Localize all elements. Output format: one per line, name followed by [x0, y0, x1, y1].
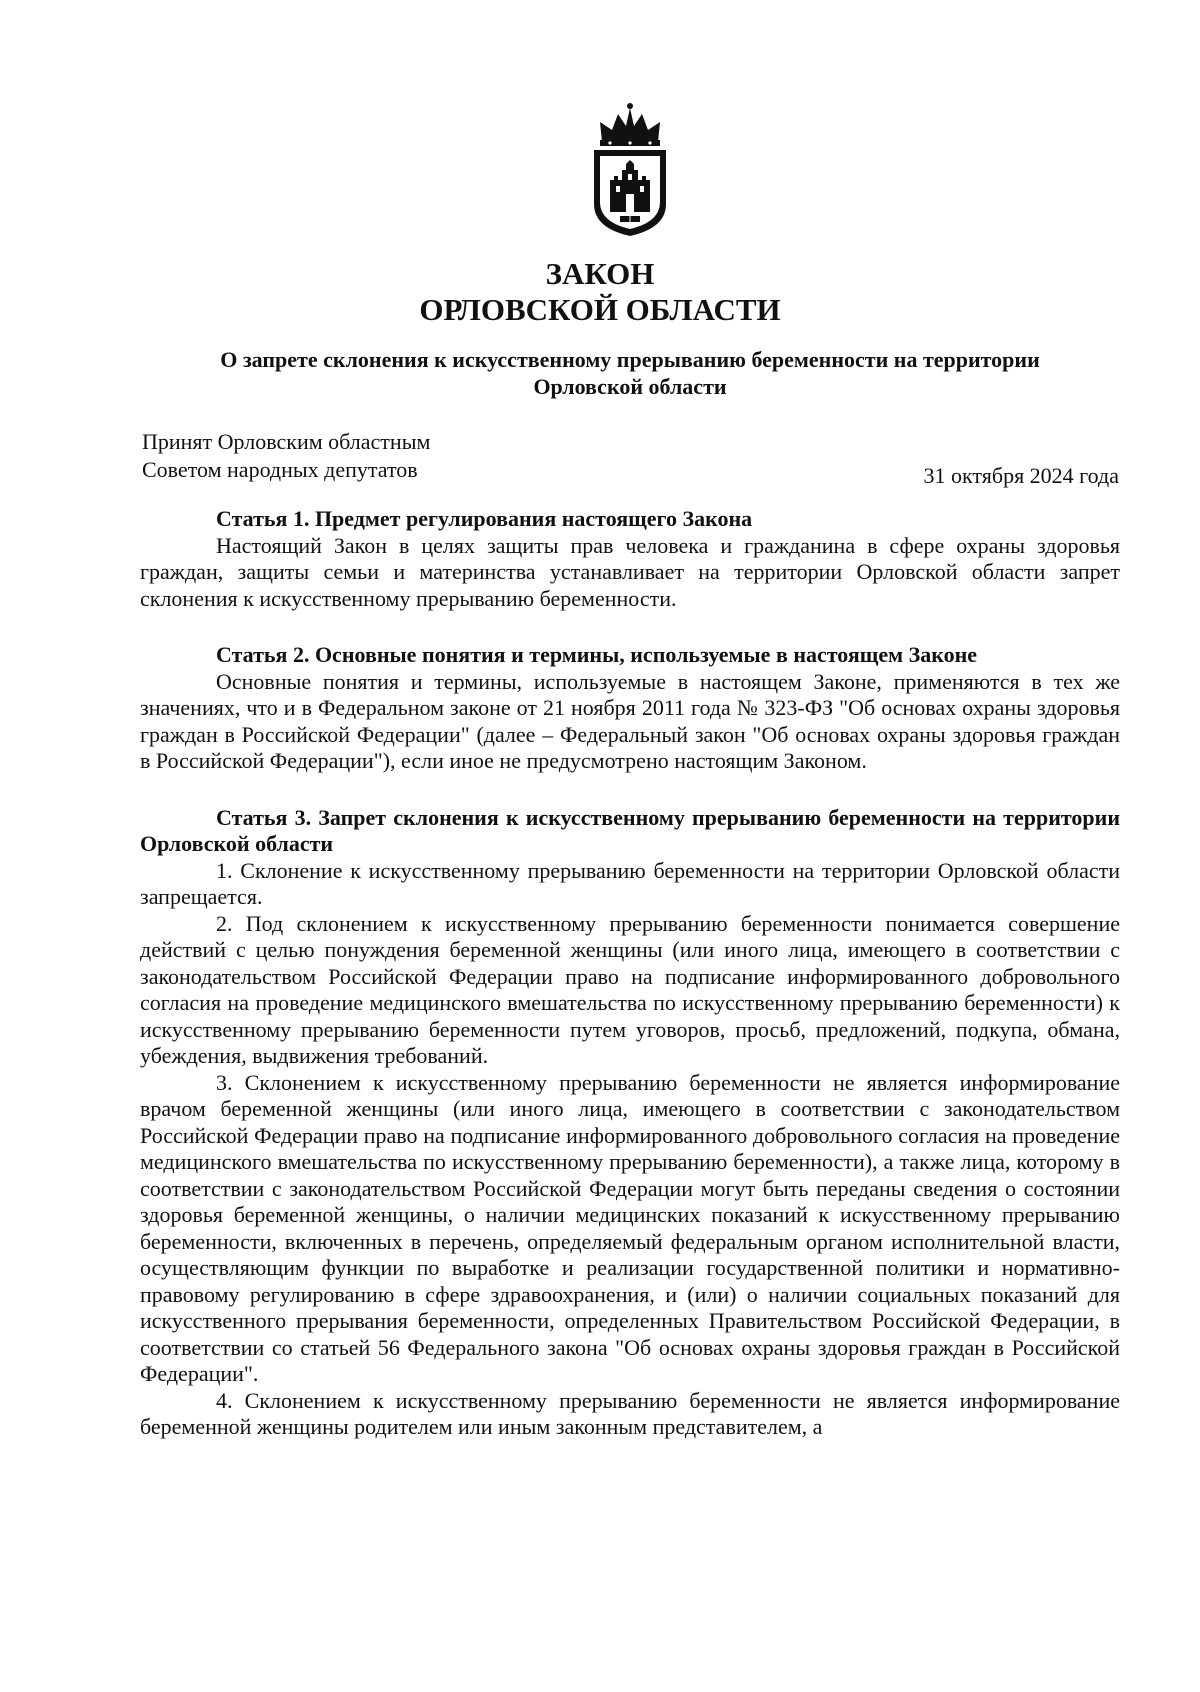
adoption-line-2: Советом народных депутатов [142, 457, 418, 482]
title-line-region: ОРЛОВСКОЙ ОБЛАСТИ [419, 292, 781, 327]
article-1-paragraph: Настоящий Закон в целях защиты прав человека и гражданина в сфере охраны здоровья граждан, защиты семьи и материнства устанавливает на территории Орловской области запрет склонения к искусственному прерыванию беременности. [140, 532, 1120, 611]
law-title [0, 256, 1200, 328]
law-body [140, 506, 1120, 1441]
article-3-item-3: 3. Склонением к искусственному прерыванию беременности не является информирование врачом беременной женщины (или иного лица, имеющего в соответствии с законодательством Российской Федерации право на подписание информированного добровольного согласия на проведение медицинского вмешательства по искусственному прерыванию беременности), а также лица, которому в соответствии с законодательством Российской Федерации могут быть переданы сведения о состоянии здоровья беременной женщины, о наличии медицинских показаний к искусственному прерыванию беременности, включенных в перечень, определяемый федеральным органом исполнительной власти, осуществляющим функции по выработке и реализации государственной политики и нормативно-правовому регулированию в сфере здравоохранения, и (или) о наличии социальных показаний для искусственного прерывания беременности, определенных Правительством Российской Федерации, в соответствии со статьей 56 Федерального закона "Об основах охраны здоровья граждан в Российской Федерации". [140, 1069, 1120, 1386]
law-subject: О запрете склонения к искусственному прерыванию беременности на территории Орловской области [220, 347, 1040, 399]
article-3-heading: Статья 3. Запрет склонения к искусственному прерыванию беременности на территории Орловской области [140, 804, 1120, 856]
article-3-item-4: 4. Склонением к искусственному прерыванию беременности не является информирование беременной женщины родителем или иным законным представителем, а [140, 1387, 1120, 1439]
coat-of-arms-emblem [580, 100, 680, 240]
article-2-heading: Статья 2. Основные понятия и термины, используемые в настоящем Законе [216, 642, 978, 667]
title-line-law: ЗАКОН [545, 256, 655, 291]
article-2-paragraph: Основные понятия и термины, используемые в настоящем Законе, применяются в тех же значениях, что и в Федеральном законе от 21 ноября 2011 года № 323-ФЗ "Об основах охраны здоровья граждан в Российской Федерации" (далее – Федеральный закон "Об основах охраны здоровья граждан в Российской Федерации"), если иное не предусмотрено настоящим Законом. [140, 668, 1120, 773]
adoption-line-1: Принят Орловским областным [142, 429, 431, 454]
adoption-info [142, 428, 430, 484]
adoption-date: 31 октября 2024 года [923, 463, 1119, 488]
spacer [140, 612, 1120, 642]
article-3-item-1: 1. Склонение к искусственному прерыванию беременности на территории Орловской области запрещается. [140, 857, 1120, 909]
article-3-item-2: 2. Под склонением к искусственному прерыванию беременности понимается совершение действий с целью понуждения беременной женщины (или иного лица, имеющего в соответствии с законодательством Российской Федерации право на подписание информированного добровольного согласия на проведение медицинского вмешательства по искусственному прерыванию беременности) к искусственному прерыванию беременности путем уговоров, просьб, предложений, подкупа, обмана, убеждения, выдвижения требований. [140, 910, 1120, 1068]
article-1-heading: Статья 1. Предмет регулирования настоящего Закона [216, 506, 753, 531]
spacer [140, 775, 1120, 805]
